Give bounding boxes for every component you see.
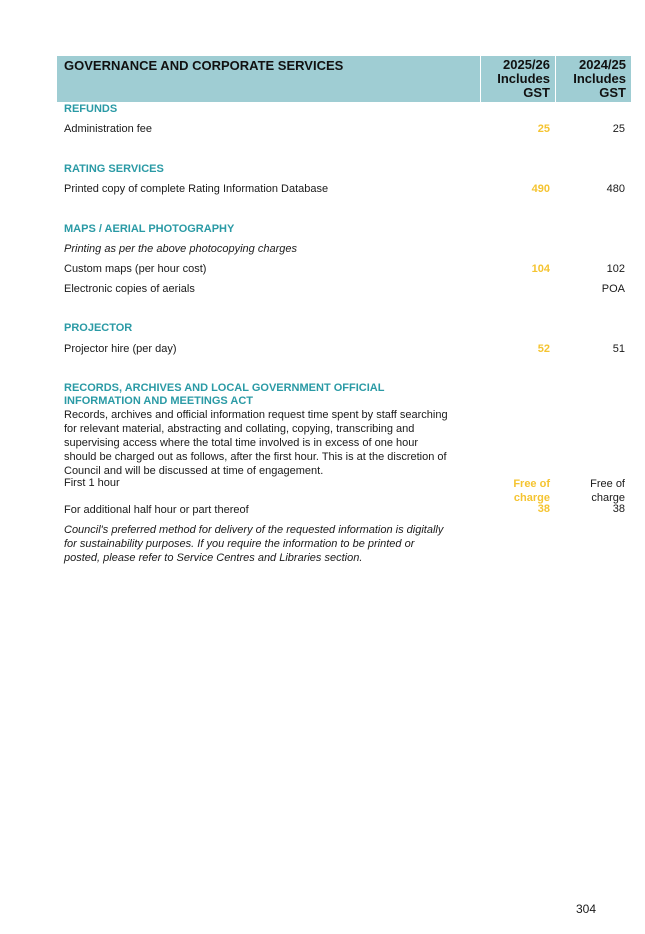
header-col-2024: [556, 56, 631, 102]
value-2025: [513, 477, 550, 505]
value-2024: 51: [612, 343, 625, 355]
page-title: GOVERNANCE AND CORPORATE SERVICES: [64, 58, 344, 73]
row-label: For additional half hour or part thereof: [64, 504, 249, 516]
col-2024-year: 2024/25: [579, 57, 626, 72]
value-2024: [590, 477, 625, 505]
note-line: posted, please refer to Service Centres and Libraries section.: [64, 552, 363, 564]
value-2025: 490: [531, 183, 550, 195]
value-line: charge: [513, 492, 550, 504]
row-label: Administration fee: [64, 123, 153, 135]
para-line: Records, archives and official information request time spent by staff searching: [64, 409, 448, 421]
note-line: for sustainability purposes. If you require the information to be printed or: [64, 538, 415, 550]
value-line: charge: [591, 492, 625, 504]
note-line: Council's preferred method for delivery of the requested information is digitally: [64, 524, 444, 536]
records-heading-line: RECORDS, ARCHIVES AND LOCAL GOVERNMENT OFFICIAL: [64, 382, 385, 394]
row-label: Electronic copies of aerials: [64, 283, 195, 295]
value-2024: 25: [612, 123, 625, 135]
records-note: [64, 523, 479, 565]
value-2025: 25: [537, 123, 550, 135]
value-2024: 480: [606, 183, 625, 195]
value-2025: 104: [531, 263, 550, 275]
maps-note: Printing as per the above photocopying charges: [64, 243, 297, 255]
section-heading-projector: PROJECTOR: [64, 322, 133, 334]
header-col-2025: [481, 56, 555, 102]
section-heading-rating: RATING SERVICES: [64, 163, 164, 175]
para-line: supervising access where the total time involved is in excess of one hour: [64, 437, 419, 449]
records-description: [64, 408, 479, 478]
row-label: Printed copy of complete Rating Information Database: [64, 183, 329, 195]
value-line: Free of: [590, 478, 625, 490]
value-line: Free of: [513, 478, 550, 490]
section-heading-records: [64, 382, 444, 408]
value-2025: 52: [537, 343, 550, 355]
page-number: 304: [576, 902, 597, 916]
value-2024: 102: [606, 263, 625, 275]
value-2024: 38: [612, 503, 625, 515]
value-2024: POA: [601, 283, 625, 295]
col-2025-gst: GST: [523, 85, 550, 100]
para-line: for relevant material, abstracting and collating, copying, transcribing and: [64, 423, 415, 435]
row-label: Custom maps (per hour cost): [64, 263, 207, 275]
row-label: Projector hire (per day): [64, 343, 177, 355]
para-line: Council and will be discussed at time of engagement.: [64, 465, 324, 477]
header-title-cell: [57, 56, 480, 102]
records-heading-line: INFORMATION AND MEETINGS ACT: [64, 395, 254, 407]
col-2025-year: 2025/26: [503, 57, 550, 72]
section-heading-refunds: REFUNDS: [64, 103, 118, 115]
value-2025: 38: [537, 503, 550, 515]
table-header: [57, 56, 631, 102]
col-2024-gst: GST: [599, 85, 626, 100]
row-label: First 1 hour: [64, 477, 120, 489]
para-line: should be charged out as follows, after the first hour. This is at the discretion of: [64, 451, 447, 463]
col-2025-includes: Includes: [497, 71, 550, 86]
col-2024-includes: Includes: [573, 71, 626, 86]
section-heading-maps: MAPS / AERIAL PHOTOGRAPHY: [64, 223, 235, 235]
